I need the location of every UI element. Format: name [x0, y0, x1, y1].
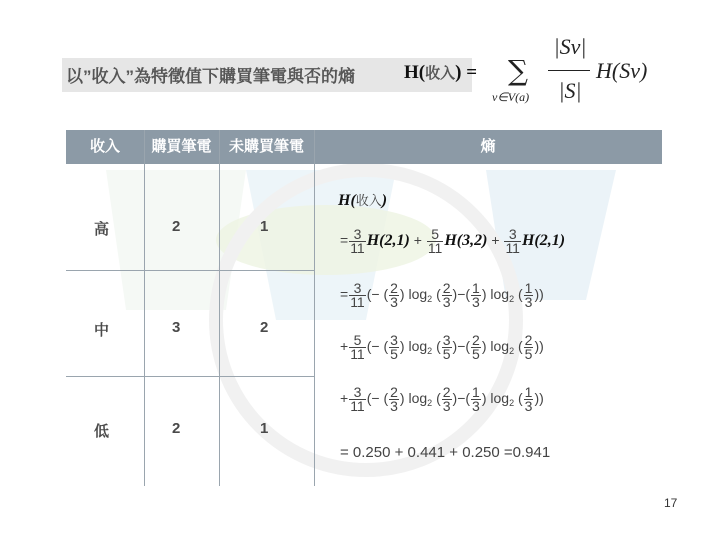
cell-buy-low: 2: [172, 420, 181, 437]
title-formula-arg: 收入: [425, 65, 456, 82]
entropy-term: H(2,1): [521, 232, 566, 250]
fraction: $\frac{5}{11}$: [427, 226, 443, 256]
fraction-line: [548, 70, 590, 71]
fraction: $\frac{3}{11}$: [350, 226, 365, 256]
sum-subscript: v∈V(a): [492, 90, 530, 104]
calc-line-2: = $\frac{3}{11}$ (− ( $\frac{2}{3}$ ) $\log_2$ ( $\frac{2}{3}$ )−( $\frac{1}{3}$ ) $\log_2$ ( $\frac{1}{3}$ )): [340, 280, 544, 310]
calc-h-arg: 收入: [355, 193, 382, 208]
entropy-table: [66, 130, 662, 486]
formula-rhs: H(Sv): [596, 58, 648, 83]
page-number: 17: [664, 496, 678, 510]
header-buy: 購買筆電: [151, 138, 212, 155]
calc-result: = 0.250 + 0.441 + 0.250 =0.941: [340, 444, 551, 461]
table-header: [66, 130, 662, 164]
cell-income-mid: 中: [94, 322, 110, 339]
calc-line-4: + $\frac{3}{11}$ (− ( $\frac{2}{3}$ ) $\log_2$ ( $\frac{2}{3}$ )−( $\frac{1}{3}$ ) $\log_2$ ( $\frac{1}{3}$ )): [340, 384, 544, 414]
cell-buy-high: 2: [172, 218, 181, 235]
divider: [66, 376, 314, 377]
sum-symbol: ∑: [508, 54, 528, 87]
entropy-term: H(2,1): [366, 232, 410, 250]
cell-not-buy-low: 1: [260, 420, 269, 437]
title-formula-eq: ) =: [455, 62, 478, 83]
divider: [144, 130, 145, 486]
fraction-denominator: |S|: [558, 78, 582, 103]
cell-not-buy-mid: 2: [260, 319, 269, 336]
calc-heading: [338, 190, 387, 210]
calc-line-3: + $\frac{5}{11}$ (− ( $\frac{3}{5}$ ) $\log_2$ ( $\frac{3}{5}$ )−( $\frac{2}{5}$ ) $\log_2$ ( $\frac{2}{5}$ )): [340, 332, 544, 362]
cell-income-low: 低: [94, 423, 110, 440]
divider: [66, 270, 314, 271]
entropy-term: H(3,2): [444, 232, 488, 250]
calc-h-close: ): [381, 192, 388, 209]
fraction-numerator: |Sv|: [553, 34, 587, 59]
cell-buy-mid: 3: [172, 319, 181, 336]
header-entropy: 熵: [480, 138, 496, 155]
title-formula-h: H(: [404, 62, 426, 83]
header-not-buy: 未購買筆電: [228, 138, 304, 155]
title-formula: [404, 62, 477, 84]
cell-not-buy-high: 1: [260, 218, 269, 235]
calc-line-1: = $\frac{3}{11}$ H(2,1) + $\frac{5}{11}$ H(3,2) + $\frac{3}{11}$ H(2,1): [340, 226, 566, 256]
cell-income-high: 高: [94, 221, 110, 238]
slide-title: 以”收入”為特徵值下購買筆電與否的熵: [66, 67, 355, 86]
fraction: $\frac{3}{11}$: [505, 226, 520, 256]
header-income: 收入: [89, 138, 120, 155]
divider: [314, 130, 315, 486]
divider: [219, 130, 220, 486]
calc-h-label: H(: [338, 192, 356, 209]
